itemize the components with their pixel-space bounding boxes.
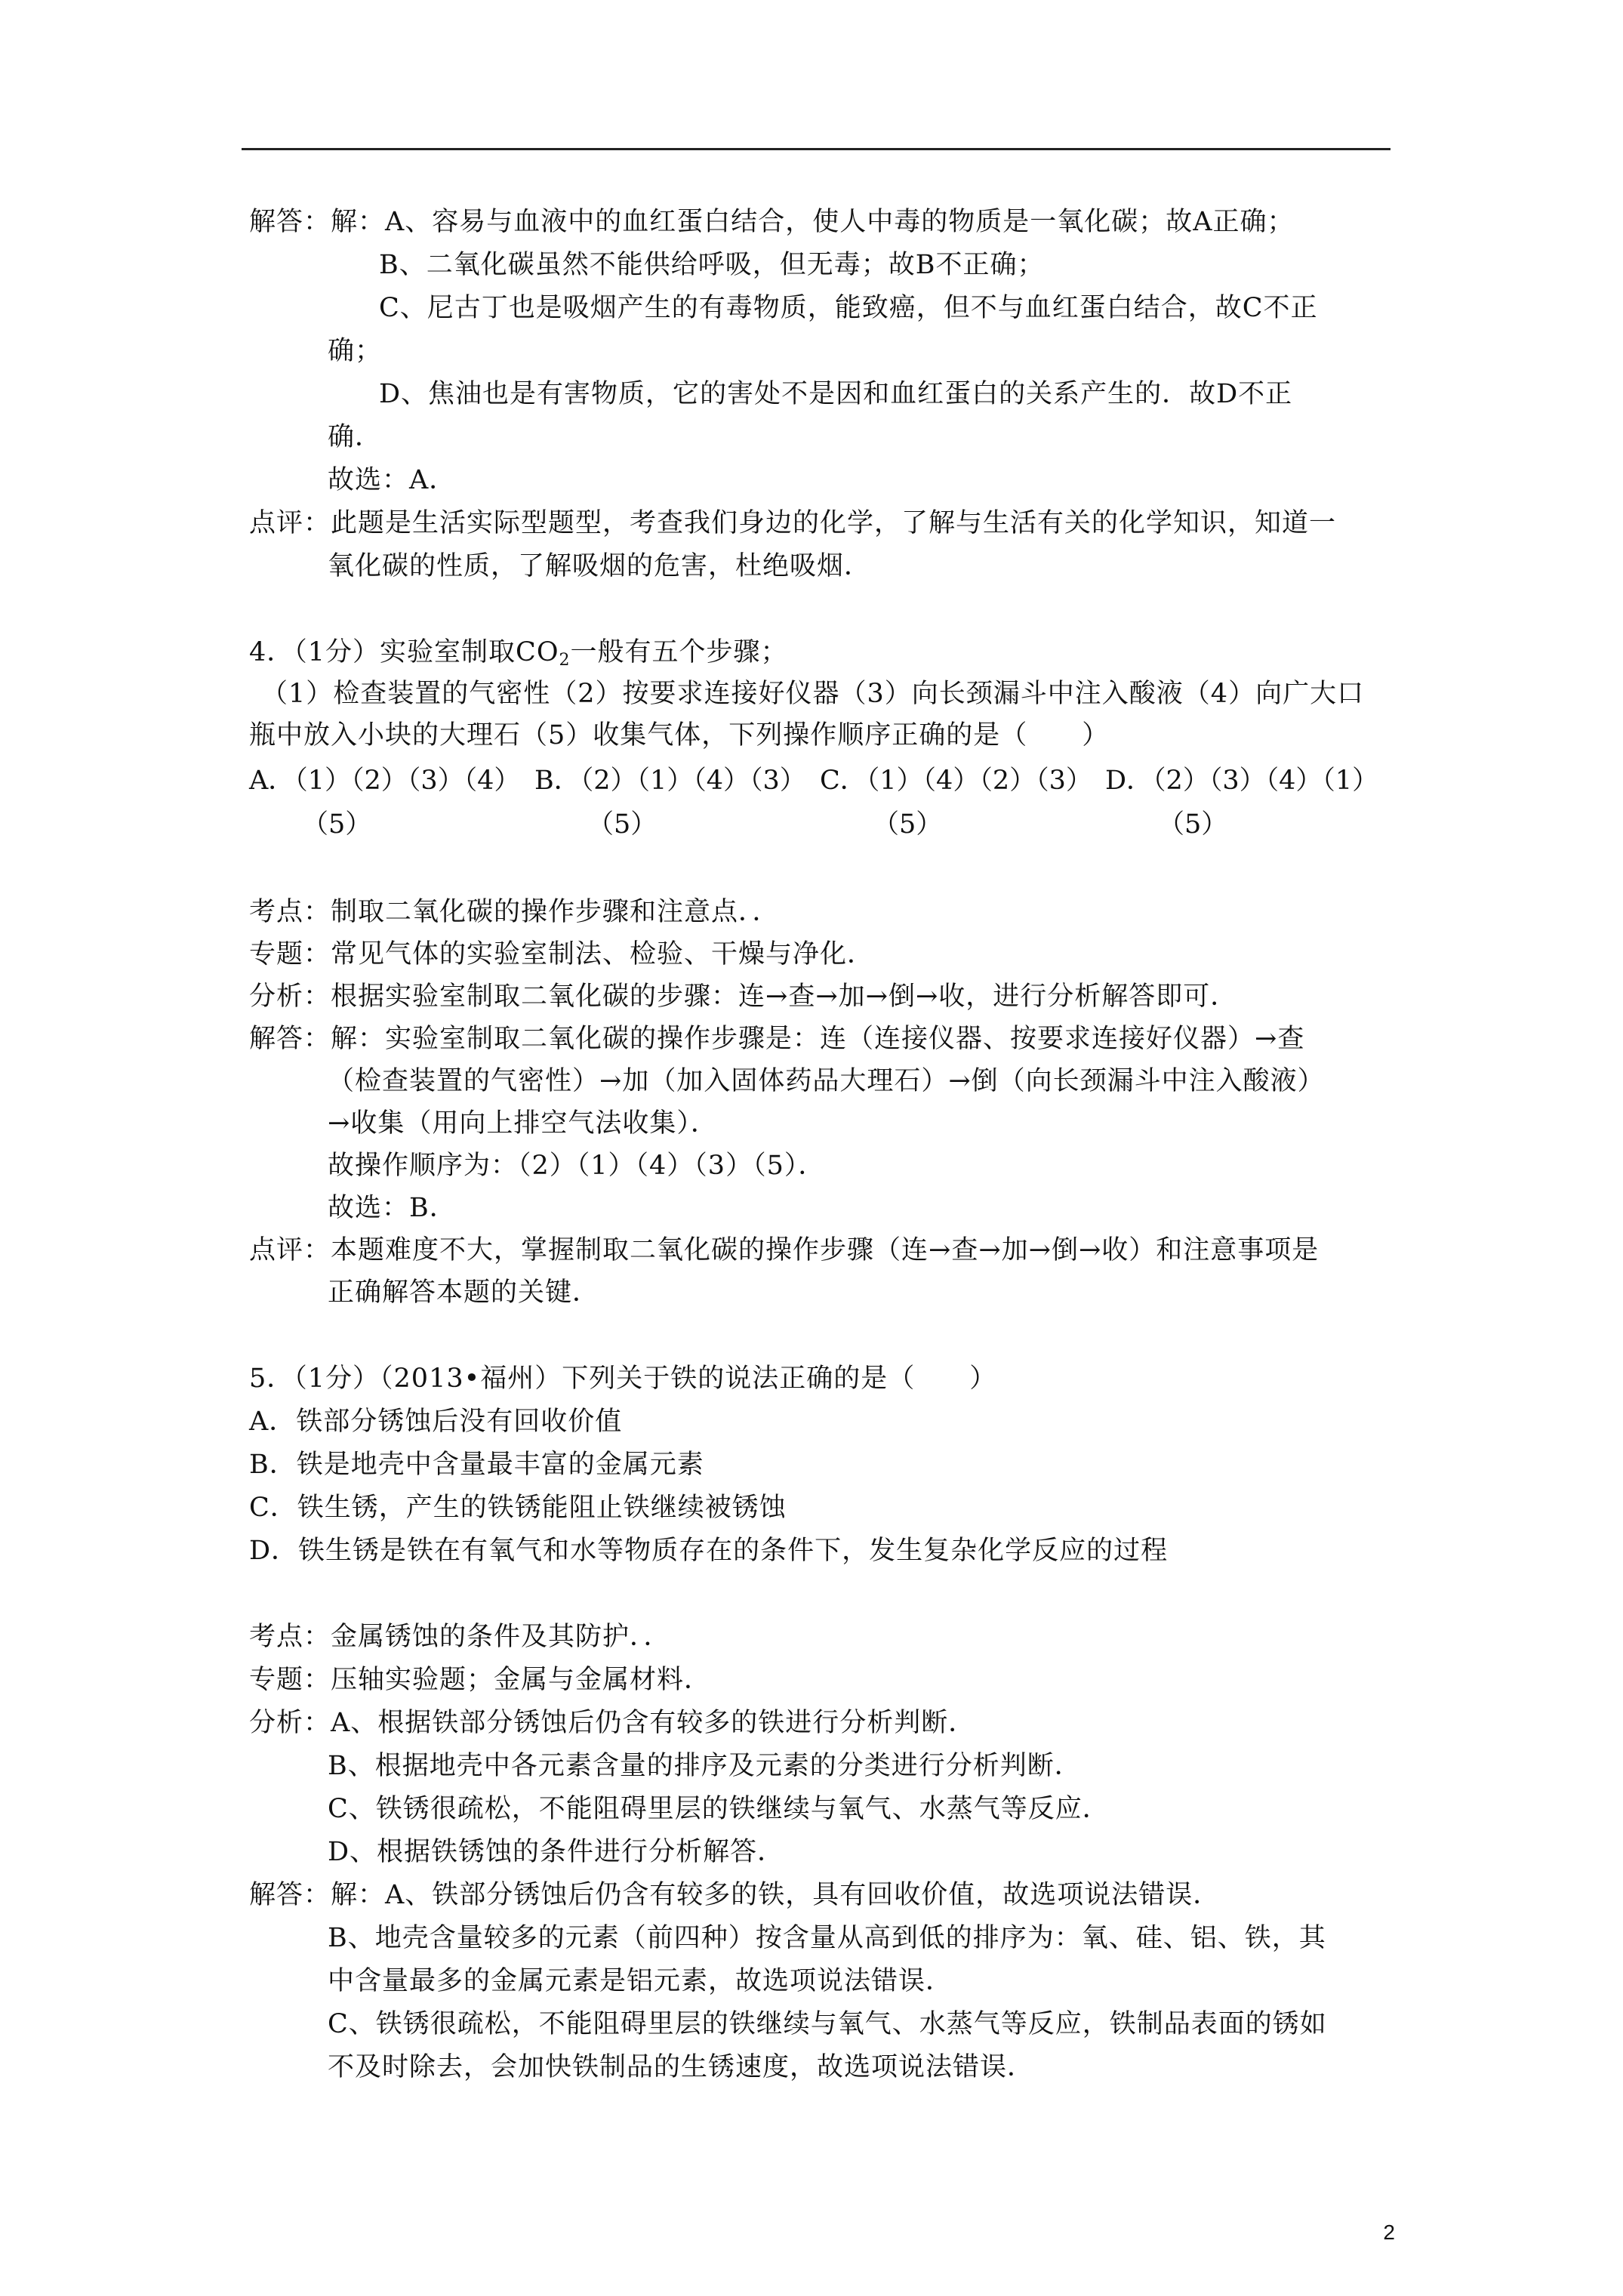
- q4-stem-post: 一般有五个步骤；: [570, 637, 788, 667]
- q3-answer-b: B、二氧化碳虽然不能供给呼吸，但无毒；故B不正确；: [379, 250, 1045, 280]
- q4-steps-line-1: （1）检查装置的气密性（2）按要求连接好仪器（3）向长颈漏斗中注入酸液（4）向广大口: [261, 679, 1365, 709]
- q4-option-d-cont: （5）: [1158, 809, 1228, 840]
- q5-jieda-2: B、地壳含量较多的元素（前四种）按含量从高到低的排序为：氧、硅、铝、铁，其: [328, 1923, 1326, 1953]
- q3-answer-c1: C、尼古丁也是吸烟产生的有毒物质，能致癌，但不与血红蛋白结合，故C不正: [379, 293, 1318, 323]
- q5-option-a: A．铁部分锈蚀后没有回收价值: [249, 1407, 623, 1437]
- q4-dianping-1: 点评：本题难度不大，掌握制取二氧化碳的操作步骤（连→查→加→倒→收）和注意事项是: [249, 1235, 1320, 1265]
- q4-jieda-2: （检查装置的气密性）→加（加入固体药品大理石）→倒（向长颈漏斗中注入酸液）: [328, 1066, 1325, 1096]
- q4-stem: [249, 633, 788, 672]
- q4-option-c: C．（1）（4）（2）（3）: [820, 766, 1092, 796]
- q4-steps-line-2: 瓶中放入小块的大理石（5）收集气体，下列操作顺序正确的是（ ）: [249, 720, 1110, 750]
- q3-answer-a: 解答：解：A、容易与血液中的血红蛋白结合，使人中毒的物质是一氧化碳；故A正确；: [249, 207, 1295, 237]
- q4-zhuanti: 专题：常见气体的实验室制法、检验、干燥与净化．: [249, 939, 875, 969]
- q4-jieda-5: 故选：B．: [328, 1193, 457, 1223]
- q5-option-c: C．铁生锈，产生的铁锈能阻止铁继续被锈蚀: [249, 1493, 787, 1523]
- q4-kaodian: 考点：制取二氧化碳的操作步骤和注意点．．: [249, 897, 780, 927]
- q4-jieda-3: →收集（用向上排空气法收集）．: [328, 1108, 718, 1139]
- q3-comment-2: 氧化碳的性质，了解吸烟的危害，杜绝吸烟．: [328, 551, 872, 581]
- q4-option-c-cont: （5）: [873, 809, 943, 840]
- q5-jieda-5: 不及时除去，会加快铁制品的生锈速度，故选项说法错误．: [328, 2052, 1035, 2082]
- q5-kaodian: 考点：金属锈蚀的条件及其防护．．: [249, 1622, 671, 1652]
- q4-stem-pre: 4．（1分）实验室制取CO: [249, 637, 559, 667]
- q5-stem: 5．（1分）（2013•福州）下列关于铁的说法正确的是（ ）: [249, 1364, 997, 1394]
- q3-choice: 故选：A．: [328, 465, 457, 495]
- q3-answer-d2: 确．: [328, 422, 383, 452]
- q5-option-d: D．铁生锈是铁在有氧气和水等物质存在的条件下，发生复杂化学反应的过程: [249, 1536, 1169, 1566]
- q5-fenxi-4: D、根据铁锈蚀的条件进行分析解答．: [328, 1837, 785, 1867]
- q4-option-a-cont: （5）: [302, 809, 372, 840]
- header-rule: [242, 148, 1390, 150]
- q4-dianping-2: 正确解答本题的关键．: [328, 1277, 600, 1308]
- q4-option-b: B．（2）（1）（4）（3）: [534, 766, 806, 796]
- q5-option-b: B．铁是地壳中含量最丰富的金属元素: [249, 1450, 704, 1480]
- q4-option-b-cont: （5）: [587, 809, 658, 840]
- q5-fenxi-1: 分析：A、根据铁部分锈蚀后仍含有较多的铁进行分析判断．: [249, 1708, 976, 1738]
- q5-jieda-4: C、铁锈很疏松，不能阻碍里层的铁继续与氧气、水蒸气等反应，铁制品表面的锈如: [328, 2009, 1327, 2039]
- q4-fenxi: 分析：根据实验室制取二氧化碳的步骤：连→查→加→倒→收，进行分析解答即可．: [249, 982, 1238, 1012]
- q3-answer-d1: D、焦油也是有害物质，它的害处不是因和血红蛋白的关系产生的．故D不正: [379, 379, 1293, 409]
- q5-fenxi-3: C、铁锈很疏松，不能阻碍里层的铁继续与氧气、水蒸气等反应．: [328, 1794, 1110, 1824]
- page-number: 2: [1383, 2220, 1395, 2244]
- q4-jieda-4: 故操作顺序为：（2）（1）（4）（3）（5）．: [328, 1151, 826, 1181]
- q4-stem-subscript: 2: [559, 651, 571, 670]
- q4-option-d: D．（2）（3）（4）（1）: [1105, 766, 1379, 796]
- q5-jieda-3: 中含量最多的金属元素是铝元素，故选项说法错误．: [328, 1966, 953, 1996]
- q4-jieda-1: 解答：解：实验室制取二氧化碳的操作步骤是：连（连接仪器、按要求连接好仪器）→查: [249, 1024, 1305, 1054]
- q5-zhuanti: 专题：压轴实验题；金属与金属材料．: [249, 1665, 712, 1695]
- q3-answer-c2: 确；: [328, 336, 383, 366]
- q5-fenxi-2: B、根据地壳中各元素含量的排序及元素的分类进行分析判断．: [328, 1751, 1082, 1781]
- q4-option-a: A．（1）（2）（3）（4）: [249, 766, 521, 796]
- q3-comment-1: 点评：此题是生活实际型题型，考查我们身边的化学，了解与生活有关的化学知识，知道一: [249, 508, 1337, 538]
- q5-jieda-1: 解答：解：A、铁部分锈蚀后仍含有较多的铁，具有回收价值，故选项说法错误．: [249, 1880, 1221, 1910]
